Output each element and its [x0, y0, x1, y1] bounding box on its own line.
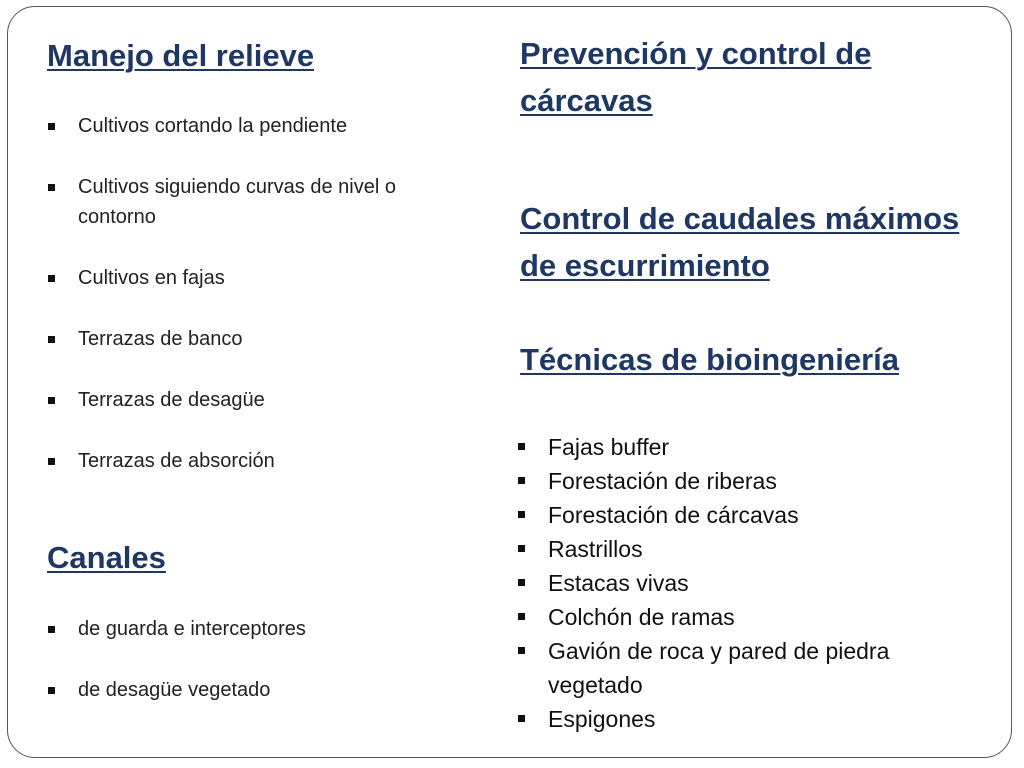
list-item-text: Cultivos en fajas: [78, 267, 225, 289]
square-bullet-icon: [518, 647, 525, 654]
list-item-text: Estacas vivas: [548, 570, 689, 596]
bioingenieria-list: [516, 430, 966, 736]
list-item: [516, 634, 966, 702]
list-item: [516, 532, 966, 566]
list-item: [46, 172, 476, 232]
list-item: [46, 324, 476, 354]
list-item: [516, 702, 966, 736]
square-bullet-icon: [48, 275, 55, 282]
list-item-text: Cultivos cortando la pendiente: [78, 115, 348, 137]
list-item-text: Forestación de cárcavas: [548, 502, 799, 528]
list-item-text: de guarda e interceptores: [78, 618, 306, 640]
list-item-text: Forestación de riberas: [548, 468, 777, 494]
list-item-text: de desagüe vegetado: [78, 679, 271, 701]
square-bullet-icon: [48, 397, 55, 404]
list-item: [46, 446, 476, 476]
square-bullet-icon: [48, 687, 55, 694]
heading-control-caudales: Control de caudales máximos de escurrimiento: [520, 201, 960, 283]
list-item-text: Terrazas de banco: [78, 328, 243, 350]
square-bullet-icon: [518, 443, 525, 450]
list-item-text: Terrazas de desagüe: [78, 389, 265, 411]
list-item: [516, 498, 966, 532]
list-item: [516, 430, 966, 464]
square-bullet-icon: [518, 477, 525, 484]
square-bullet-icon: [48, 184, 55, 191]
section-title-manejo-del-relieve: Manejo del relieve: [47, 38, 315, 73]
list-item: [46, 263, 476, 293]
heading-tecnicas-bioingenieria: Técnicas de bioingeniería: [520, 342, 900, 377]
list-item-text: Cultivos siguiendo curvas de nivel o contorno: [78, 176, 396, 228]
square-bullet-icon: [518, 545, 525, 552]
square-bullet-icon: [48, 123, 55, 130]
heading-prevencion-carcavas: Prevención y control de cárcavas: [520, 36, 872, 118]
list-item: [46, 614, 476, 644]
square-bullet-icon: [48, 336, 55, 343]
list-item: [46, 675, 476, 705]
list-item: [516, 566, 966, 600]
square-bullet-icon: [518, 715, 525, 722]
list-item-text: Rastrillos: [548, 536, 643, 562]
list-item-text: Gavión de roca y pared de piedra vegetado: [548, 638, 890, 698]
square-bullet-icon: [48, 626, 55, 633]
list-item: [516, 464, 966, 498]
square-bullet-icon: [48, 458, 55, 465]
list-item: [46, 385, 476, 415]
square-bullet-icon: [518, 579, 525, 586]
list-item-text: Espigones: [548, 706, 656, 732]
relieve-list: [46, 111, 476, 507]
list-item-text: Fajas buffer: [548, 434, 670, 460]
list-item-text: Colchón de ramas: [548, 604, 735, 630]
square-bullet-icon: [518, 613, 525, 620]
list-item-text: Terrazas de absorción: [78, 450, 275, 472]
list-item: [46, 111, 476, 141]
canales-list: [46, 614, 476, 736]
square-bullet-icon: [518, 511, 525, 518]
list-item: [516, 600, 966, 634]
section-title-canales: Canales: [47, 540, 166, 575]
